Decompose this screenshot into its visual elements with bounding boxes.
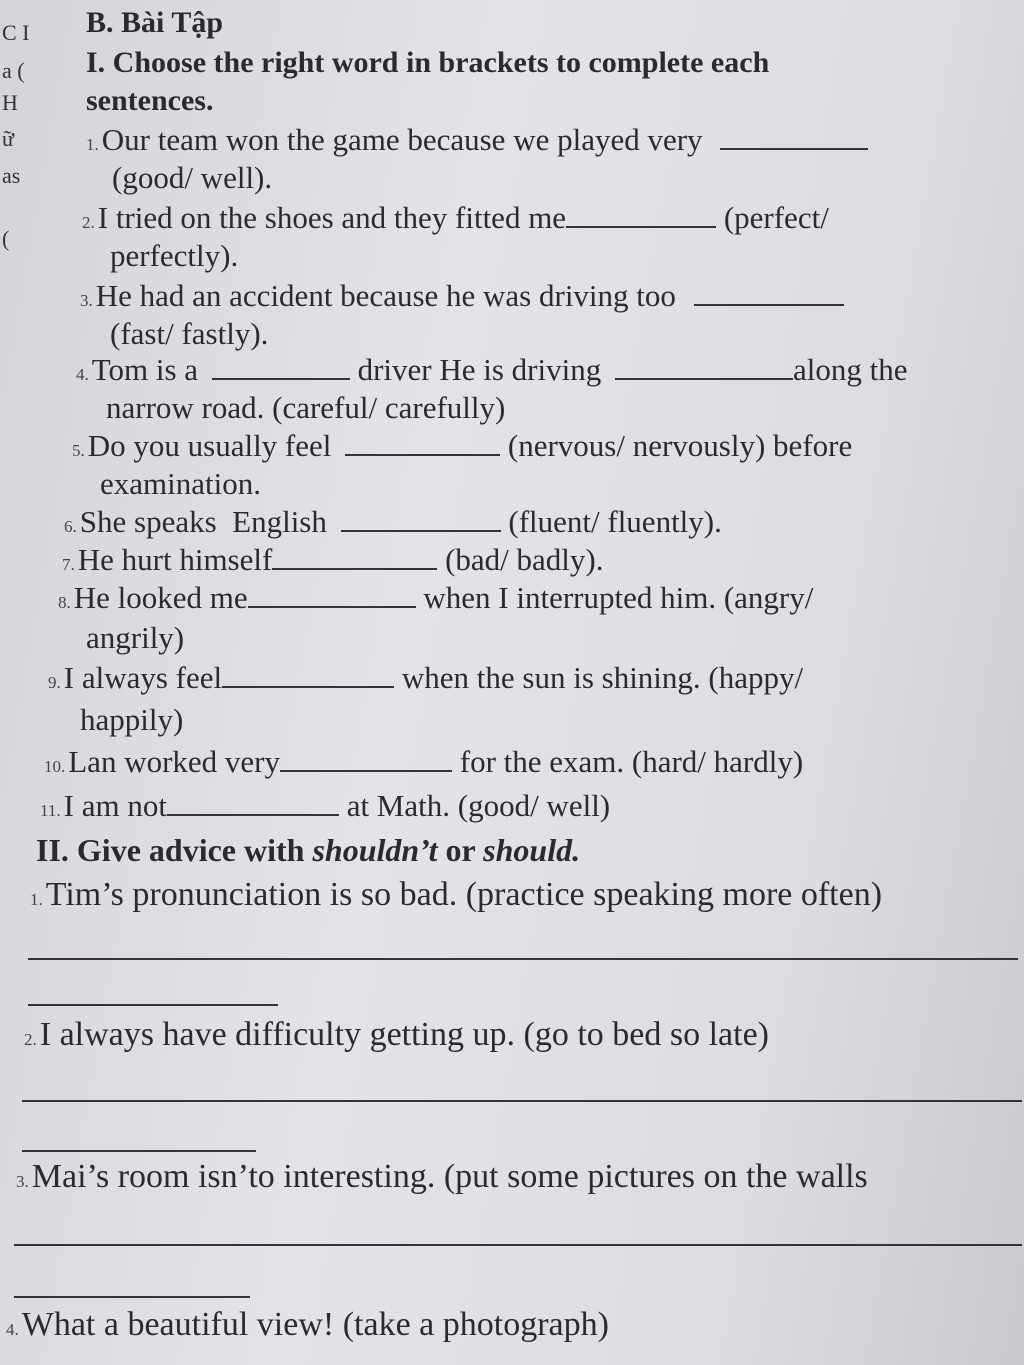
item-text: Tim’s pronunciation is so bad. (practice speaking more often)	[45, 876, 883, 913]
margin-fragment: as	[2, 163, 21, 188]
item-text-after: (perfect/	[723, 200, 829, 235]
answer-blank[interactable]	[280, 746, 452, 772]
exercise-item-7	[62, 542, 603, 578]
exercise-item-2	[82, 200, 829, 236]
item-text: He had an accident because he was driving too	[95, 278, 676, 313]
heading-word-shouldnt: shouldn’t	[312, 832, 438, 868]
answer-line-short[interactable]	[28, 1004, 278, 1006]
item-1-options: (good/ well).	[112, 160, 273, 195]
answer-line[interactable]	[28, 958, 1018, 960]
item-number: 3.	[80, 291, 93, 310]
answer-blank[interactable]	[694, 280, 844, 306]
item-number: 8.	[58, 593, 71, 612]
item-text: She speaks English	[79, 504, 327, 539]
answer-blank[interactable]	[222, 662, 394, 688]
item-number: 7.	[62, 555, 75, 574]
exercise-item-10	[44, 744, 803, 780]
item-3-options: (fast/ fastly).	[110, 316, 269, 351]
item-text-after: (fluent/ fluently).	[508, 504, 722, 539]
item-text-after: (bad/ badly).	[445, 542, 604, 577]
exercise-item-8	[58, 580, 813, 616]
part2-heading	[36, 832, 580, 869]
advice-item-4	[6, 1306, 609, 1344]
item-text-after: when I interrupted him. (angry/	[423, 580, 814, 615]
part1-heading-line1: I. Choose the right word in brackets to complete each	[86, 46, 770, 79]
item-number: 2.	[82, 213, 95, 232]
answer-blank[interactable]	[167, 790, 339, 816]
item-text: I always feel	[63, 660, 223, 695]
item-number: 5.	[72, 441, 85, 460]
margin-fragment: a (	[2, 58, 25, 83]
item-number: 9.	[48, 673, 61, 692]
item-text: What a beautiful view! (take a photograph)	[21, 1306, 609, 1343]
item-text-after: at Math. (good/ well)	[346, 788, 611, 823]
part1-heading-line2: sentences.	[86, 84, 214, 117]
item-text: I tried on the shoes and they fitted me	[97, 200, 567, 235]
heading-word-should: should.	[483, 832, 581, 868]
item-number: 1.	[30, 890, 43, 909]
item-text: I always have difficulty getting up. (go to bed so late)	[39, 1016, 769, 1053]
item-4-options: narrow road. (careful/ carefully)	[106, 390, 506, 425]
answer-line-short[interactable]	[14, 1296, 250, 1298]
exercise-item-6	[64, 504, 722, 540]
heading-text: or	[437, 832, 484, 868]
answer-blank[interactable]	[615, 354, 793, 380]
item-text: I am not	[63, 788, 167, 823]
item-number: 4.	[76, 365, 89, 384]
exercise-item-3	[80, 278, 844, 314]
margin-fragment: ữ	[2, 126, 14, 151]
item-number: 1.	[86, 135, 99, 154]
item-text: Tom is a	[91, 352, 199, 387]
item-text-after: (nervous/ nervously) before	[507, 428, 853, 463]
item-text: Mai’s room isn’to interesting. (put some pictures on the walls	[31, 1158, 868, 1195]
exercise-item-1	[86, 122, 868, 158]
exercise-item-11	[40, 788, 610, 824]
item-number: 4.	[6, 1320, 19, 1339]
item-2-options: perfectly).	[110, 238, 239, 273]
item-text-mid: driver He is driving	[357, 352, 602, 387]
advice-item-3	[16, 1158, 868, 1196]
item-text: He looked me	[73, 580, 248, 615]
item-text: Do you usually feel	[87, 428, 332, 463]
answer-blank[interactable]	[248, 582, 416, 608]
item-text: He hurt himself	[77, 542, 273, 577]
item-number: 3.	[16, 1172, 29, 1191]
margin-fragment: (	[2, 226, 10, 251]
item-9-continuation: happily)	[80, 702, 184, 737]
answer-line[interactable]	[22, 1100, 1022, 1102]
item-text-after: along the	[792, 352, 908, 387]
item-number: 2.	[24, 1030, 37, 1049]
exercise-item-5	[72, 428, 852, 464]
answer-blank[interactable]	[720, 124, 868, 150]
answer-blank[interactable]	[341, 506, 501, 532]
answer-line[interactable]	[14, 1244, 1022, 1246]
exercise-item-9	[48, 660, 803, 696]
answer-blank[interactable]	[345, 430, 500, 456]
answer-blank[interactable]	[566, 202, 716, 228]
item-5-continuation: examination.	[100, 466, 261, 501]
answer-blank[interactable]	[212, 354, 350, 380]
margin-fragment: C I	[2, 20, 30, 45]
advice-item-1	[30, 876, 882, 914]
item-8-continuation: angrily)	[86, 620, 185, 655]
item-text-after: for the exam. (hard/ hardly)	[459, 744, 804, 779]
left-margin-fragments	[0, 0, 40, 260]
section-b-title: B. Bài Tập	[86, 6, 224, 39]
margin-fragment: H	[2, 90, 18, 115]
exercise-item-4	[76, 352, 907, 388]
answer-line-short[interactable]	[22, 1150, 256, 1152]
item-number: 11.	[40, 801, 61, 820]
item-text-after: when the sun is shining. (happy/	[401, 660, 804, 695]
item-number: 10.	[44, 757, 66, 776]
answer-blank[interactable]	[272, 544, 437, 570]
heading-text: II. Give advice with	[36, 832, 313, 868]
item-text: Lan worked very	[68, 744, 280, 779]
item-text: Our team won the game because we played very	[101, 122, 703, 157]
item-number: 6.	[64, 517, 77, 536]
advice-item-2	[24, 1016, 769, 1054]
